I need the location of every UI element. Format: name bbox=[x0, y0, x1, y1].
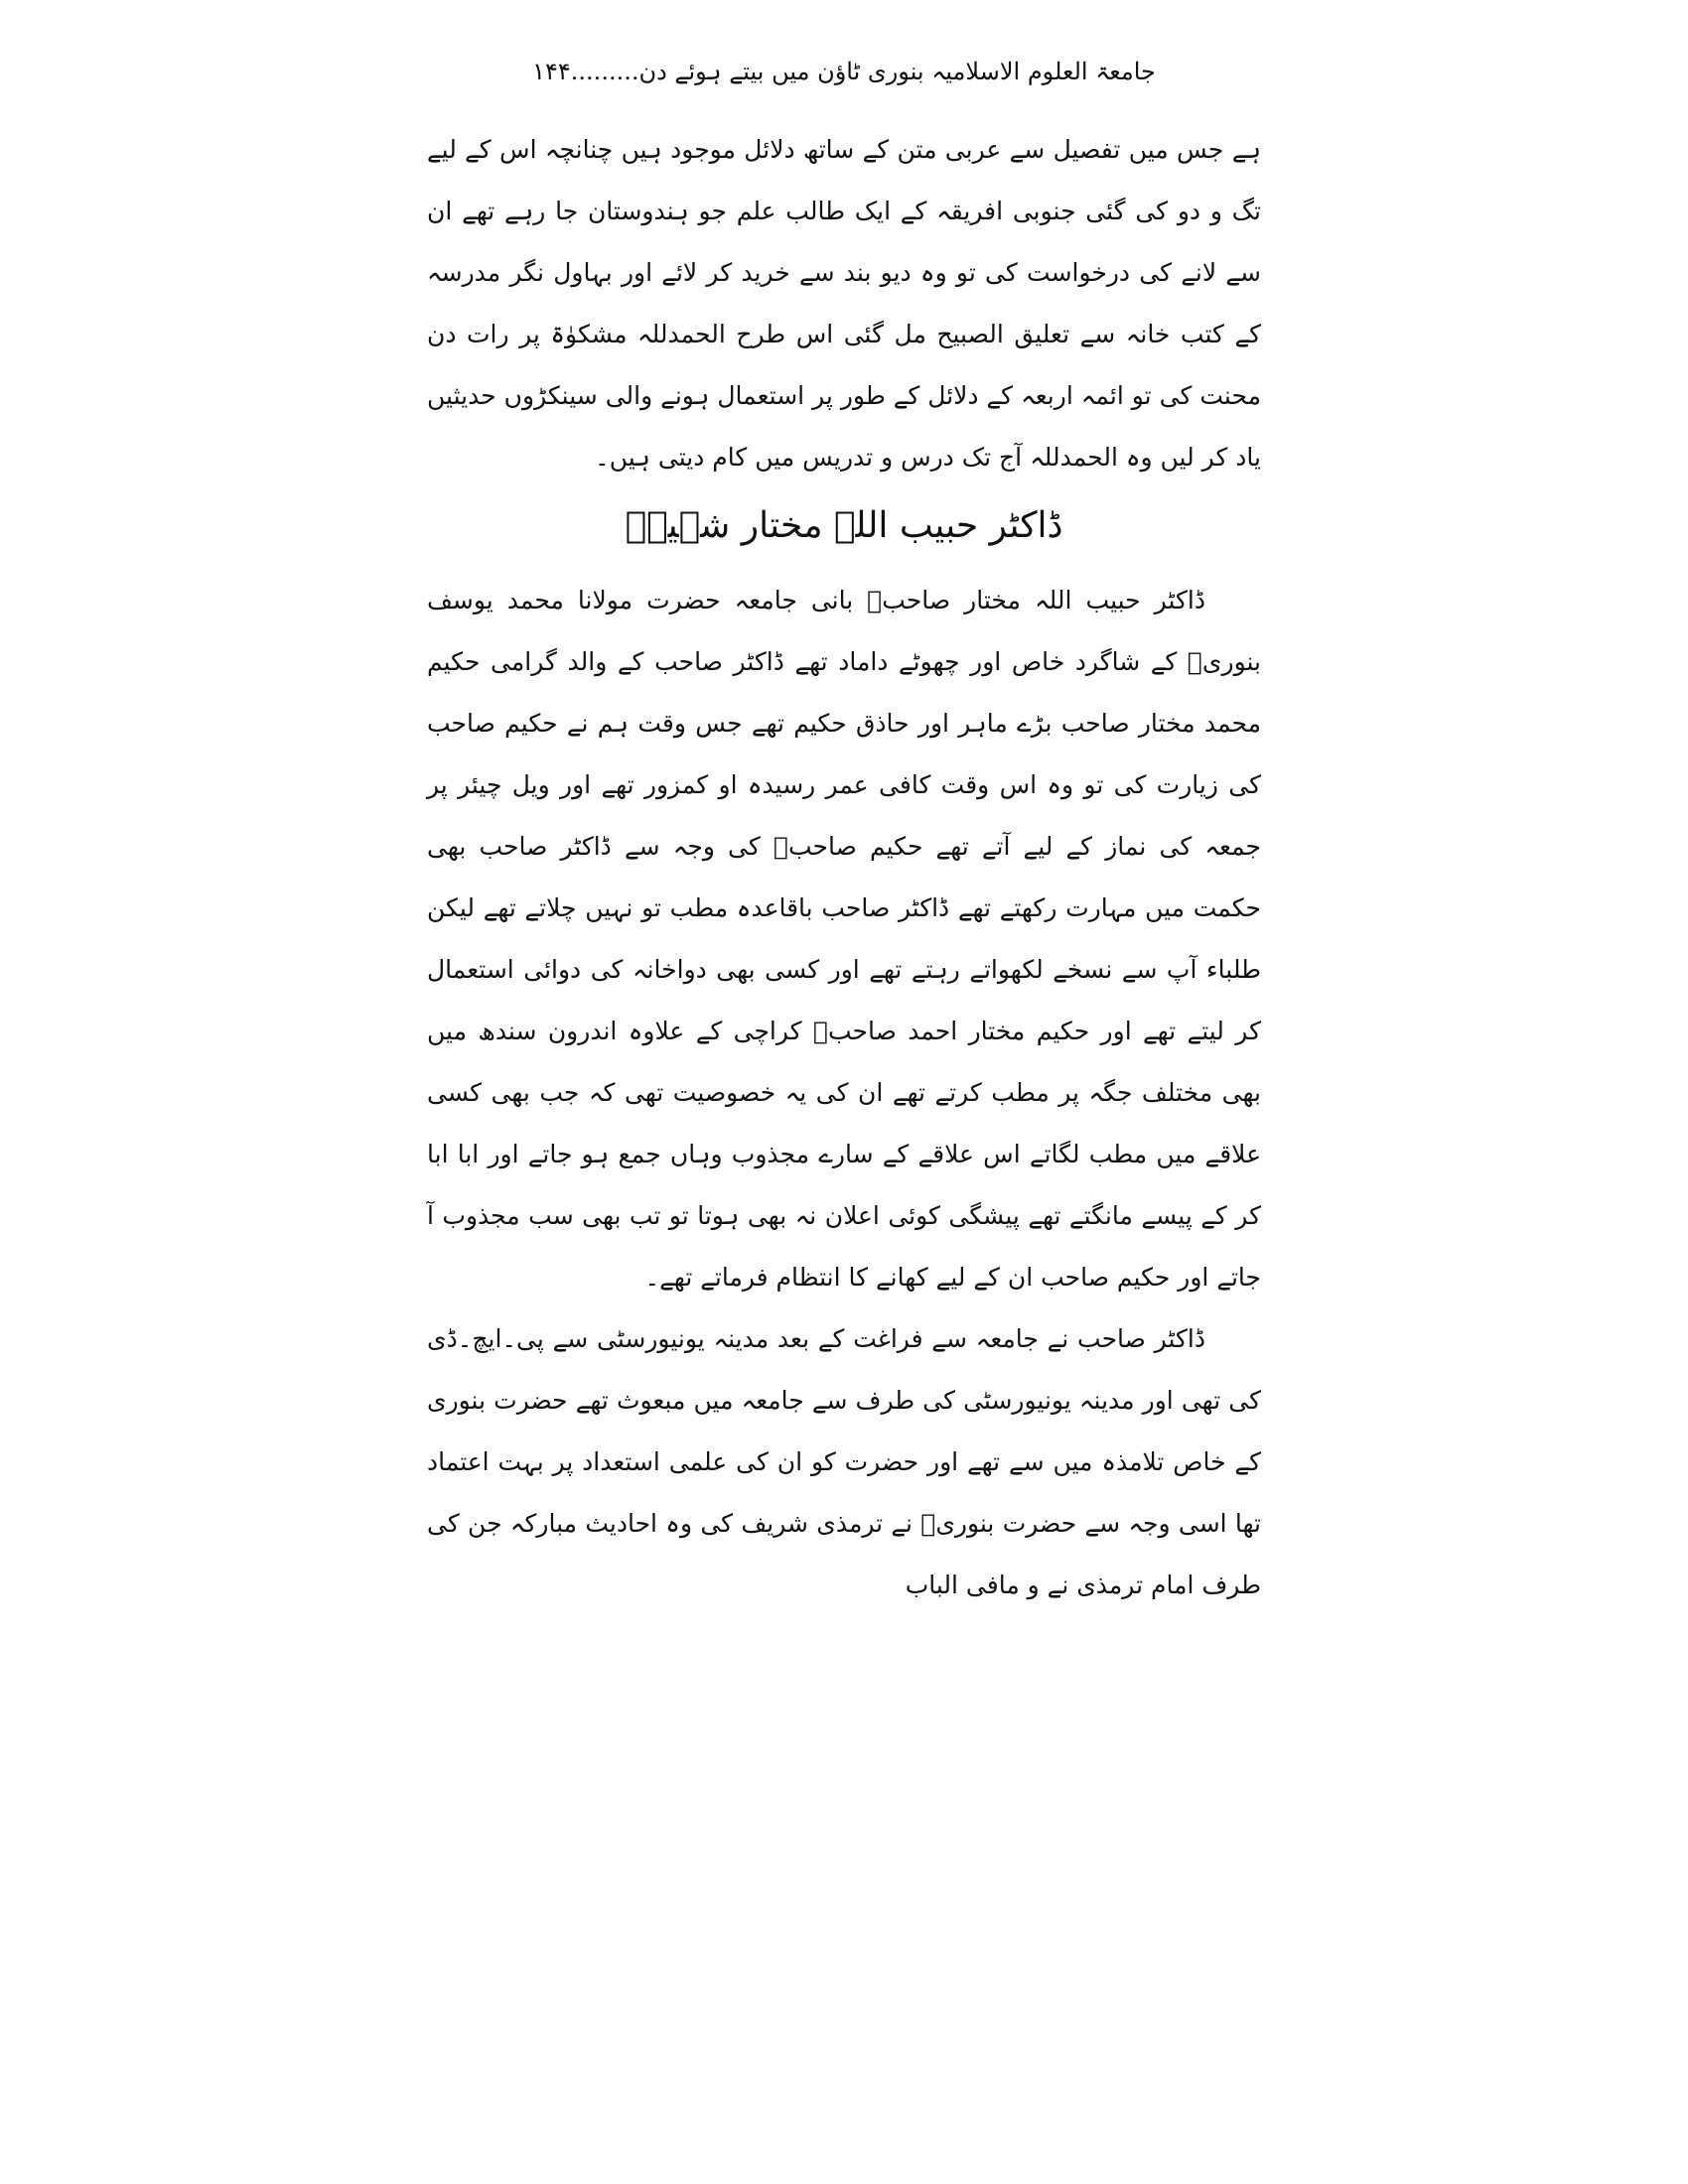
text-column bbox=[427, 119, 1261, 1616]
paragraph: ڈاکٹر حبیب اللہ مختار صاحبؒ بانی جامعہ حضرت مولانا محمد یوسف بنوریؒ کے شاگرد خاص اور چھوٹے داماد تھے ڈاکٹر صاحب کے والد گرامی حکیم محمد مختار صاحب بڑے ماہر اور حاذق حکیم تھے جس وقت ہم نے حکیم صاحب کی زیارت کی تو وہ اس وقت کافی عمر رسیدہ او کمزور تھے اور ویل چیئر پر جمعہ کی نماز کے لیے آتے تھے حکیم صاحبؒ کی وجہ سے ڈاکٹر صاحب بھی حکمت میں مہارت رکھتے تھے ڈاکٹر صاحب باقاعدہ مطب تو نہیں چلاتے تھے لیکن طلباء آپ سے نسخے لکھواتے رہتے تھے اور کسی بھی دواخانہ کی دوائی استعمال کر لیتے تھے اور حکیم مختار احمد صاحبؒ کراچی کے علاوہ اندرون سندھ میں بھی مختلف جگہ پر مطب کرتے تھے ان کی یہ خصوصیت تھی کہ جب بھی کسی علاقے میں مطب لگاتے اس علاقے کے سارے مجذوب وہاں جمع ہو جاتے اور ابا ابا کر کے پیسے مانگتے تھے پیشگی کوئی اعلان نہ بھی ہوتا تو تب بھی سب مجذوب آ جاتے اور حکیم صاحب ان کے لیے کھانے کا انتظام فرماتے تھے۔ bbox=[427, 586, 1261, 1292]
paragraph: ڈاکٹر صاحب نے جامعہ سے فراغت کے بعد مدینہ یونیورسٹی سے پی۔ایچ۔ڈی کی تھی اور مدینہ یونیورسٹی کی طرف سے جامعہ میں مبعوث تھے حضرت بنوری کے خاص تلامذہ میں سے تھے اور حضرت کو ان کی علمی استعداد پر بہت اعتماد تھا اسی وجہ سے حضرت بنوریؒ نے ترمذی شریف کی وہ احادیث مبارکہ جن کی طرف امام ترمذی نے و مافی الباب bbox=[427, 1324, 1261, 1599]
paragraph-continued: ہے جس میں تفصیل سے عربی متن کے ساتھ دلائل موجود ہیں چنانچہ اس کے لیے تگ و دو کی گئی جنوبی افریقہ کے ایک طالب علم جو ہندوستان جا رہے تھے ان سے لانے کی درخواست کی تو وہ دیو بند سے خرید کر لائے اور بہاول نگر مدرسہ کے کتب خانہ سے تعلیق الصبیح مل گئی اس طرح الحمدللہ مشکوٰۃ پر رات دن محنت کی تو ائمہ اربعہ کے دلائل کے طور پر استعمال ہونے والی سینکڑوں حدیثیں یاد کر لیں وہ الحمدللہ آج تک درس و تدریس میں کام دیتی ہیں۔ bbox=[427, 135, 1261, 472]
section-heading: ڈاکٹر حبیب اللہ مختار شہیدؒ bbox=[625, 505, 1063, 546]
running-header: جامعۃ العلوم الاسلامیہ بنوری ٹاؤن میں بیتے ہوئے دن.........۱۴۴ bbox=[532, 58, 1156, 85]
